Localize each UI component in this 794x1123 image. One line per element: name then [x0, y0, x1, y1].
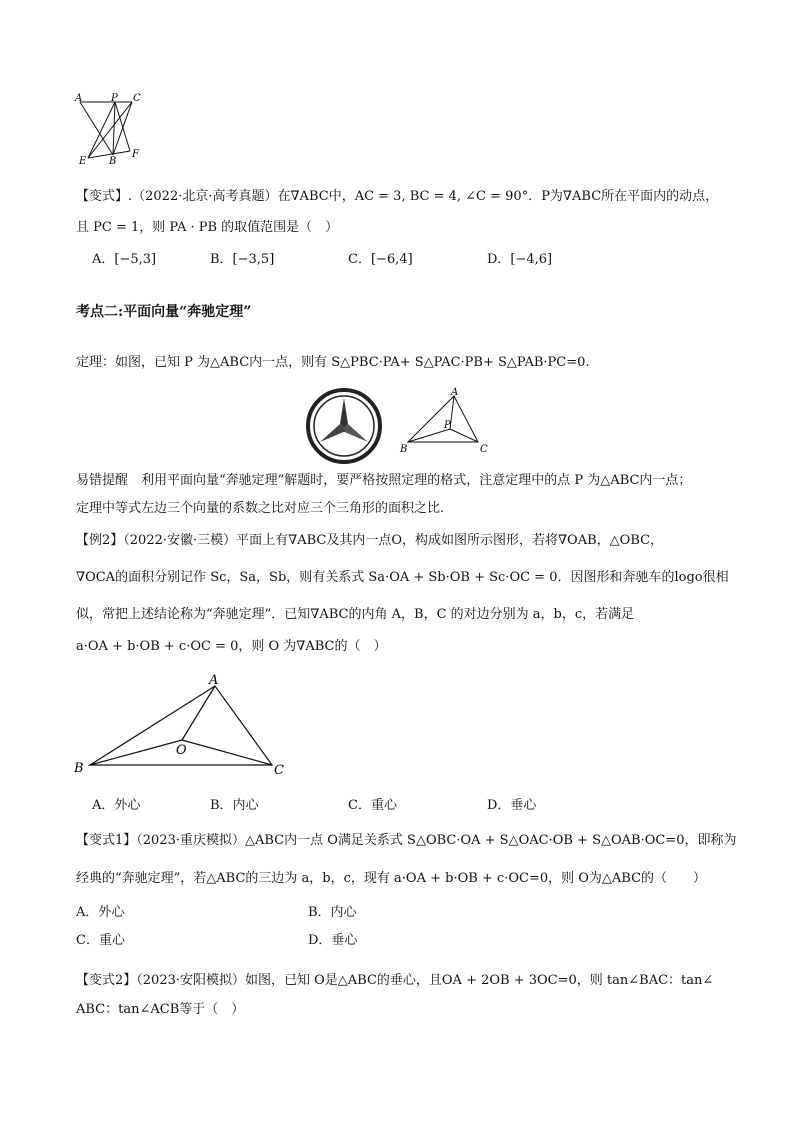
v2-option-a: A．外心 [76, 905, 125, 920]
figure-triangle-p [398, 386, 498, 456]
ex2-option-b: B．内心 [210, 798, 259, 813]
v2-line2: 经典的“奔驰定理”，若△ABC的三边为 a，b，c，现有 a·OA + b·OB + c·OC=0，则 O为△ABC的（ ） [76, 871, 707, 886]
label-C: C [274, 763, 284, 778]
v1-line1: 【变式】.（2022·北京·高考真题）在∇ABC中，AC = 3, BC = 4, ∠C = 90°．P为∇ABC所在平面内的动点， [76, 189, 719, 204]
theorem-text: 定理：如图，已知 P 为△ABC内一点，则有 S△PBC·PA+ S△PAC·PB+ S△PAB·PC=0. [76, 355, 590, 370]
v2-option-d: D．垂心 [308, 933, 358, 948]
label-P: P [444, 420, 451, 431]
tip-line2: 定理中等式左边三个向量的系数之比对应三个三角形的面积之比． [76, 501, 454, 516]
v1-option-a: A．[−5,3] [92, 252, 157, 267]
section-heading: 考点二:平面向量“奔驰定理” [76, 304, 252, 320]
v1-option-d: D．[−4,6] [487, 252, 553, 267]
v2-option-b: B．内心 [308, 905, 357, 920]
label-O: O [176, 743, 187, 758]
v3-line1: 【变式2】（2023·安阳模拟）如图，已知 O是△ABC的垂心，且OA + 2OB + 3OC=0，则 tan∠BAC：tan∠ [76, 973, 714, 988]
mercedes-logo-icon [304, 386, 384, 466]
v1-option-b: B．[−3,5] [210, 252, 275, 267]
v3-line2: ABC：tan∠ACB等于（ ） [76, 1002, 245, 1017]
figure-top [70, 92, 150, 164]
label-C: C [133, 93, 141, 104]
ex2-option-d: D．垂心 [487, 798, 537, 813]
label-A: A [75, 93, 83, 104]
label-C: C [480, 444, 488, 455]
ex2-line3: 似，常把上述结论称为“奔驰定理”．已知∇ABC的内角 A，B，C 的对边分别为 a，b，c，若满足 [76, 607, 635, 622]
figure-triangle-o [70, 668, 300, 780]
ex2-option-c: C．重心 [348, 798, 397, 813]
v1-option-c: C．[−6,4] [348, 252, 413, 267]
v1-line2: 且 PC = 1，则 PA · PB 的取值范围是（ ） [76, 220, 339, 235]
label-B: B [74, 761, 84, 776]
v2-option-c: C．重心 [76, 933, 125, 948]
ex2-line2: ∇OCA的面积分别记作 Sc，Sa，Sb，则有关系式 Sa·OA + Sb·OB + Sc·OC = 0．因图形和奔驰车的logo很相 [76, 570, 729, 585]
label-E: E [79, 156, 87, 164]
label-B: B [109, 156, 117, 164]
label-F: F [132, 149, 139, 160]
v2-line1: 【变式1】（2023·重庆模拟）△ABC内一点 O满足关系式 S△OBC·OA + S△OAC·OB + S△OAB·OC=0，即称为 [76, 833, 737, 848]
ex2-line4: a·OA + b·OB + c·OC = 0，则 O 为∇ABC的（ ） [76, 639, 387, 654]
tip-line1: 易错提醒 利用平面向量“奔驰定理”解题时，要严格按照定理的格式，注意定理中的点 P 为△ABC内一点； [76, 473, 692, 488]
label-B: B [400, 444, 408, 455]
ex2-line1: 【例2】（2022·安徽·三模）平面上有∇ABC及其内一点O，构成如图所示图形，若将∇OAB，△OBC， [76, 533, 664, 548]
label-A: A [209, 673, 219, 688]
label-A: A [451, 387, 459, 398]
label-P: P [111, 93, 118, 104]
ex2-option-a: A．外心 [92, 798, 141, 813]
